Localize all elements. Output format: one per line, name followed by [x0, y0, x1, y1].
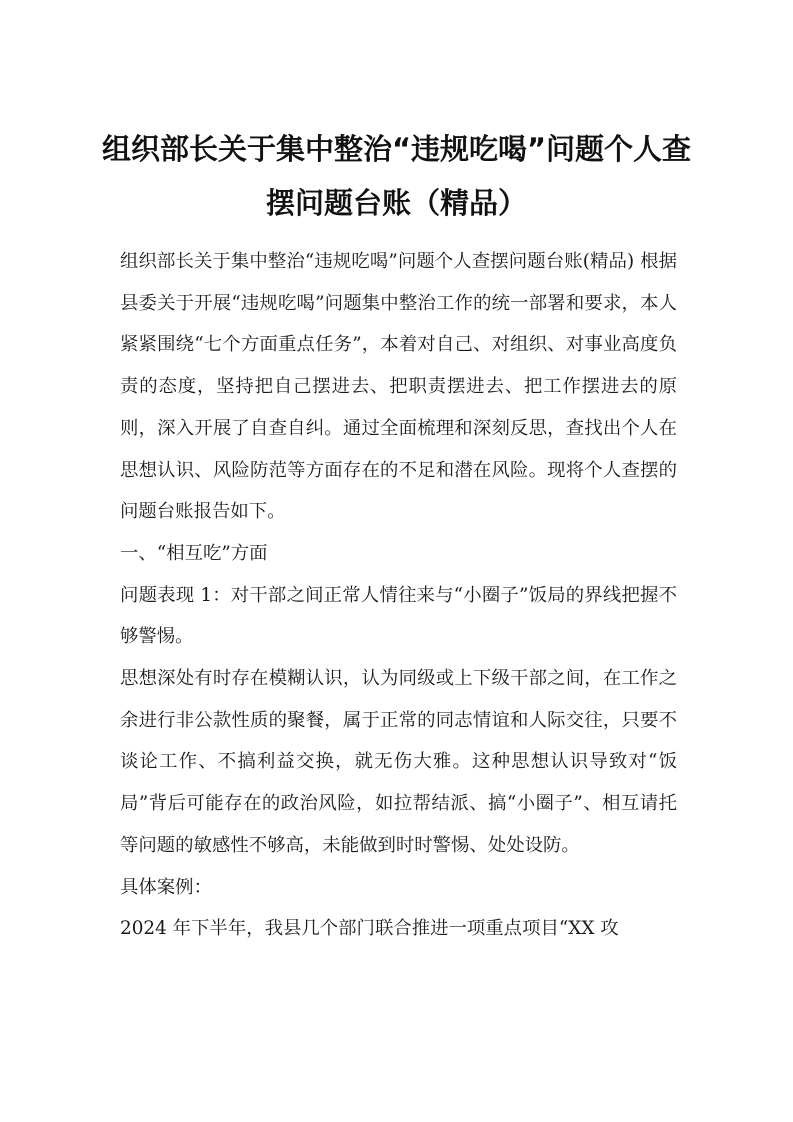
analysis-paragraph: 思想深处有时存在模糊认识，认为同级或上下级干部之间，在工作之余进行非公款性质的聚餐，属于正常的同志情谊和人际交往，只要不谈论工作、不搞利益交换，就无伤大雅。这种思想认识导致对“饭局”背后可能存在的政治风险，如拉帮结派、搞“小圈子”、相互请托等问题的敏感性不够高，未能做到时时警惕、处处设防。 — [120, 668, 677, 856]
case-label: 具体案例： — [120, 876, 212, 898]
case-paragraph: 2024 年下半年，我县几个部门联合推进一项重点项目“XX 攻 — [120, 918, 619, 940]
document-title: 组织部长关于集中整治“违规吃喝”问题个人查摆问题台账（精品） — [101, 132, 692, 220]
problem-statement: 问题表现 1：对干部之间正常人情往来与“小圈子”饭局的界线把握不够警惕。 — [120, 584, 677, 648]
intro-paragraph: 组织部长关于集中整治“违规吃喝”问题个人查摆问题台账(精品) 根据县委关于开展“违规吃喝”问题集中整治工作的统一部署和要求，本人紧紧围绕“七个方面重点任务”，本着对自己、对组织、对事业高度负责的态度，坚持把自己摆进去、把职责摆进去、把工作摆进去的原则，深入开展了自查自纠。通过全面梳理和深刻反思，查找出个人在思想认识、风险防范等方面存在的不足和潜在风险。现将个人查摆的问题台账报告如下。 — [120, 251, 677, 523]
section-heading: 一、“相互吃”方面 — [120, 542, 268, 564]
document-body — [120, 241, 677, 950]
